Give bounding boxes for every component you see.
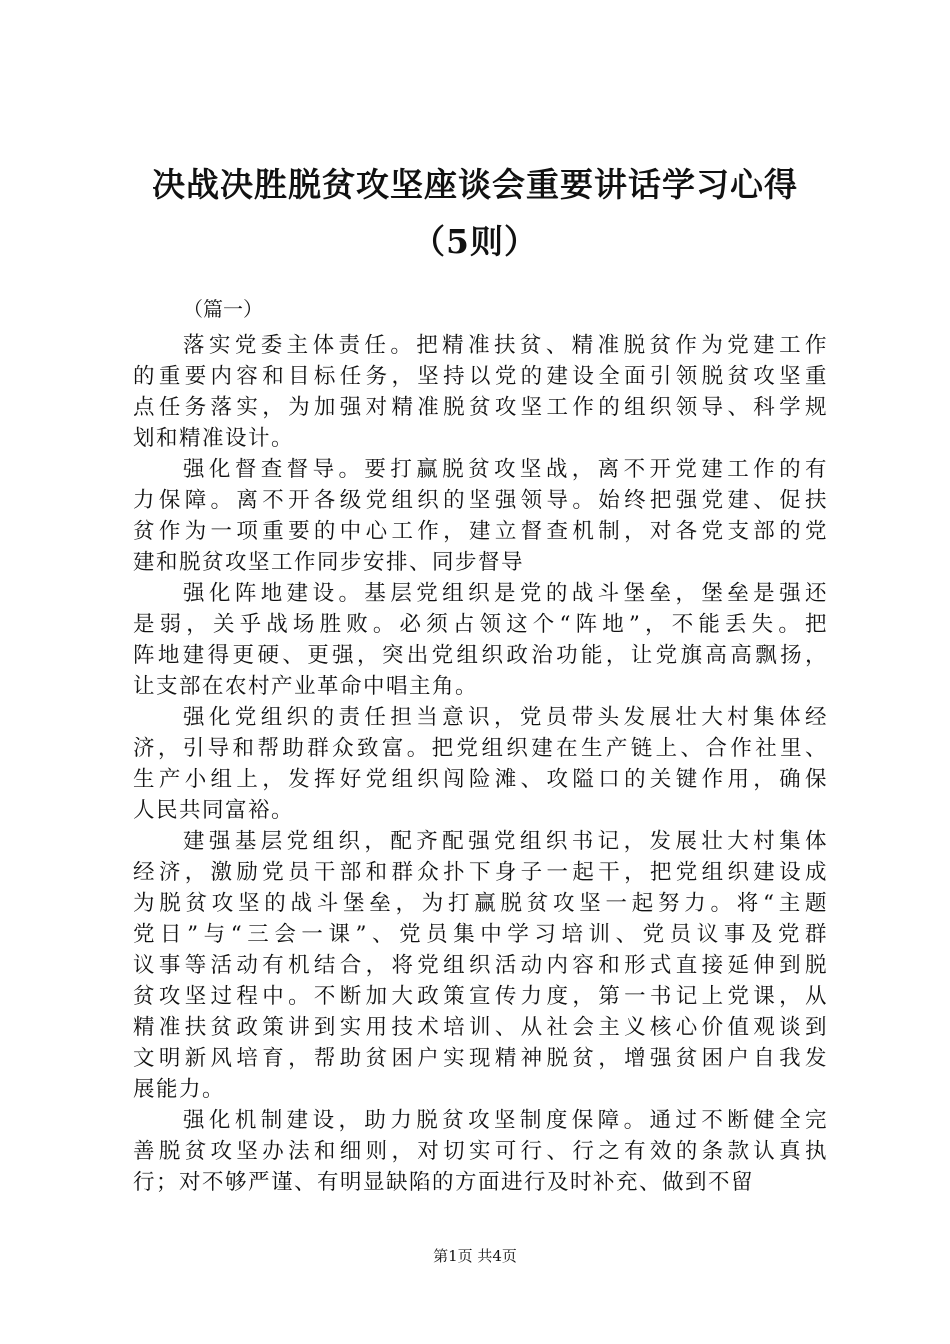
paragraph-line: 文明新风培育，帮助贫困户实现精神脱贫，增强贫困户自我发 [133,1046,828,1071]
paragraph-line: 的重要内容和目标任务，坚持以党的建设全面引领脱贫攻坚重 [133,364,828,389]
paragraph [133,454,828,578]
section-label: （篇一） [183,297,263,321]
paragraph-line: 强化阵地建设。基层党组织是党的战斗堡垒，堡垒是强还 [183,581,828,606]
paragraph-line: 强化党组织的责任担当意识，党员带头发展壮大村集体经 [183,705,828,730]
paragraph-line: 建强基层党组织，配齐配强党组织书记，发展壮大村集体 [183,829,828,854]
paragraph-line: 人民共同富裕。 [133,798,295,823]
paragraph-line: 行；对不够严谨、有明显缺陷的方面进行及时补充、做到不留 [133,1170,755,1195]
paragraph-line: 贫作为一项重要的中心工作，建立督查机制，对各党支部的党 [133,519,828,544]
paragraph-line: 展能力。 [133,1077,226,1102]
paragraph-line: 济，引导和帮助群众致富。把党组织建在生产链上、合作社里、 [133,736,828,761]
paragraph-line: 经济，激励党员干部和群众扑下身子一起干，把党组织建设成 [133,860,828,885]
paragraph [133,826,828,1105]
paragraph-line: 善脱贫攻坚办法和细则，对切实可行、行之有效的条款认真执 [133,1139,828,1164]
paragraph-line: 是弱，关乎战场胜败。必须占领这个“阵地”，不能丢失。把 [133,612,828,637]
paragraph-line: 落实党委主体责任。把精准扶贫、精准脱贫作为党建工作 [183,333,828,358]
paragraph-line: 划和精准设计。 [133,426,295,451]
paragraph-line: 议事等活动有机结合，将党组织活动内容和形式直接延伸到脱 [133,953,828,978]
paragraph-line: 强化督查督导。要打赢脱贫攻坚战，离不开党建工作的有 [183,457,828,482]
paragraph [133,702,828,826]
paragraph-line: 力保障。离不开各级党组织的坚强领导。始终把强党建、促扶 [133,488,828,513]
paragraph-line: 贫攻坚过程中。不断加大政策宣传力度，第一书记上党课，从 [133,984,828,1009]
paragraph-line: 点任务落实，为加强对精准脱贫攻坚工作的组织领导、科学规 [133,395,828,420]
paragraph-line: 建和脱贫攻坚工作同步安排、同步督导 [133,550,525,575]
document-title-count: （5则） [412,222,538,261]
paragraph-line: 生产小组上，发挥好党组织闯险滩、攻隘口的关键作用，确保 [133,767,828,792]
paragraph-line: 为脱贫攻坚的战斗堡垒，为打赢脱贫攻坚一起努力。将“主题 [133,891,828,916]
paragraph-line: 党日”与“三会一课”、党员集中学习培训、党员议事及党群 [133,922,828,947]
paragraph-line: 强化机制建设，助力脱贫攻坚制度保障。通过不断健全完 [183,1108,828,1133]
document-body [133,330,828,1198]
paragraph-line: 精准扶贫政策讲到实用技术培训、从社会主义核心价值观谈到 [133,1015,828,1040]
paragraph [133,1105,828,1198]
page-footer: 第1页 共4页 [433,1247,517,1265]
paragraph [133,578,828,702]
paragraph-line: 让支部在农村产业革命中唱主角。 [133,674,479,699]
paragraph [133,330,828,454]
document-title: 决战决胜脱贫攻坚座谈会重要讲话学习心得 [152,165,798,204]
paragraph-line: 阵地建得更硬、更强，突出党组织政治功能，让党旗高高飘扬， [133,643,828,668]
